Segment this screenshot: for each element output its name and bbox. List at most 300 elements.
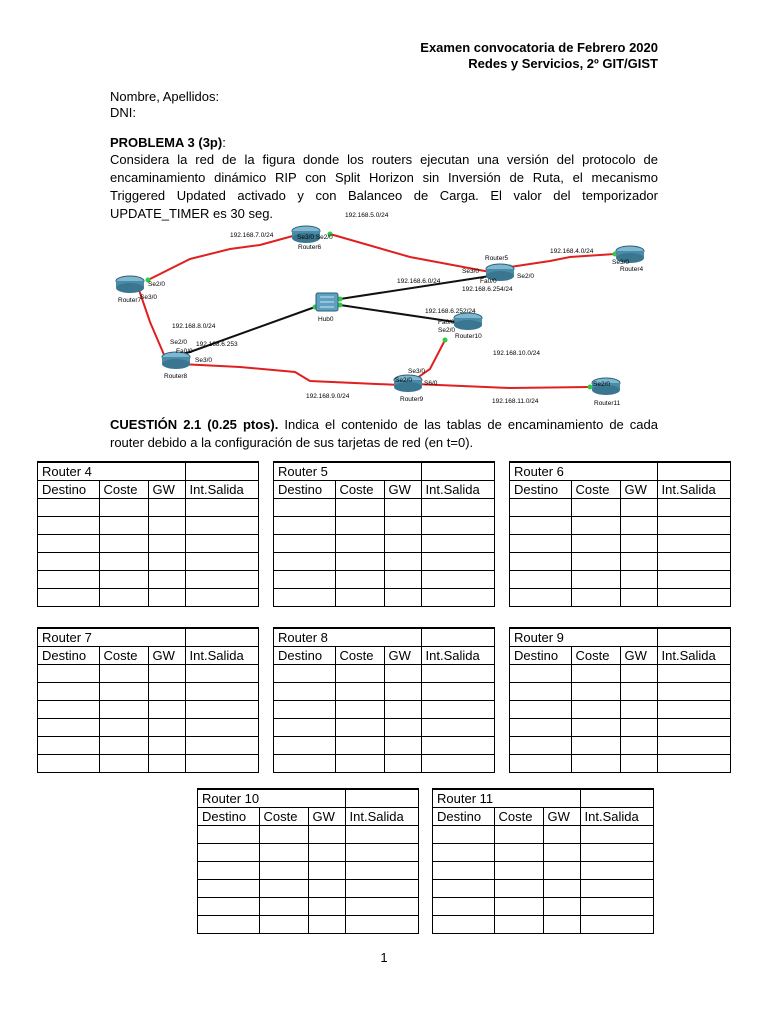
answer-cell[interactable] [657,517,730,535]
column-header: Int.Salida [421,647,494,665]
answer-cell[interactable] [510,755,571,773]
answer-cell[interactable] [308,880,345,898]
answer-cell[interactable] [421,553,494,571]
answer-cell[interactable] [433,862,494,880]
answer-cell[interactable] [657,499,730,517]
answer-cell[interactable] [620,737,657,755]
table-row [38,553,258,571]
table-row [510,719,730,737]
answer-cell[interactable] [657,701,730,719]
column-header: Coste [99,481,148,499]
table-row [433,916,653,934]
answer-cell[interactable] [148,719,185,737]
iface-label: Fa0/0 [480,278,497,285]
answer-cell[interactable] [38,553,99,571]
answer-cell[interactable] [274,499,335,517]
answer-cell[interactable] [335,517,384,535]
answer-cell[interactable] [620,553,657,571]
table-row [433,880,653,898]
iface-label: Se2/0 [170,339,187,346]
column-header: Int.Salida [657,481,730,499]
answer-cell[interactable] [384,737,421,755]
answer-cell[interactable] [571,499,620,517]
answer-cell[interactable] [274,553,335,571]
problem-title-suffix: : [222,135,226,150]
answer-cell[interactable] [433,826,494,844]
node-label-router5: Router5 [485,255,509,262]
answer-cell[interactable] [38,755,99,773]
network-diagram [110,207,658,412]
answer-cell[interactable] [99,553,148,571]
answer-cell[interactable] [99,589,148,607]
answer-cell[interactable] [433,880,494,898]
table-row [274,535,494,553]
answer-cell[interactable] [620,755,657,773]
answer-cell[interactable] [99,665,148,683]
answer-cell[interactable] [38,737,99,755]
answer-cell[interactable] [571,665,620,683]
answer-cell[interactable] [510,535,571,553]
column-header: Coste [335,481,384,499]
answer-cell[interactable] [384,755,421,773]
answer-cell[interactable] [620,719,657,737]
answer-cell[interactable] [198,844,259,862]
answer-cell[interactable] [148,683,185,701]
answer-cell[interactable] [38,683,99,701]
iface-label: Se2/0 [517,273,534,280]
answer-cell[interactable] [185,665,258,683]
answer-cell[interactable] [198,880,259,898]
answer-cell[interactable] [148,665,185,683]
answer-cell[interactable] [620,499,657,517]
answer-cell[interactable] [148,517,185,535]
answer-cell[interactable] [335,499,384,517]
node-label-router11: Router11 [594,400,621,407]
net-label: 192.168.7.0/24 [230,232,274,239]
answer-cell[interactable] [198,826,259,844]
answer-cell[interactable] [571,737,620,755]
answer-cell[interactable] [148,535,185,553]
answer-cell[interactable] [99,701,148,719]
column-header: Coste [99,647,148,665]
answer-cell[interactable] [99,499,148,517]
answer-cell[interactable] [274,719,335,737]
answer-cell[interactable] [345,826,418,844]
answer-cell[interactable] [494,880,543,898]
table-row [510,571,730,589]
answer-cell[interactable] [274,683,335,701]
answer-cell[interactable] [185,535,258,553]
table-title: Router 8 [274,629,421,647]
answer-cell[interactable] [421,665,494,683]
answer-cell[interactable] [259,844,308,862]
problem-title [110,135,226,150]
answer-cell[interactable] [580,826,653,844]
hub0-icon [316,293,338,311]
table-row [198,826,418,844]
net-label: 192.168.11.0/24 [492,398,539,405]
table-cell [657,463,730,481]
answer-cell[interactable] [510,589,571,607]
answer-cell[interactable] [148,499,185,517]
table-row [198,862,418,880]
answer-cell[interactable] [421,499,494,517]
answer-cell[interactable] [345,862,418,880]
exam-title: Examen convocatoria de Febrero 2020 [420,40,658,55]
answer-cell[interactable] [308,826,345,844]
table-row [510,553,730,571]
answer-cell[interactable] [543,826,580,844]
table-row [198,880,418,898]
answer-cell[interactable] [335,571,384,589]
table-row [274,737,494,755]
iface-label: Se3/0 [195,357,212,364]
answer-cell[interactable] [345,880,418,898]
answer-cell[interactable] [335,589,384,607]
answer-cell[interactable] [148,755,185,773]
routing-table-router8 [273,627,495,773]
answer-cell[interactable] [185,683,258,701]
answer-cell[interactable] [308,898,345,916]
table-row [274,571,494,589]
answer-cell[interactable] [384,499,421,517]
answer-cell[interactable] [494,916,543,934]
answer-cell[interactable] [657,683,730,701]
column-header: GW [543,808,580,826]
answer-cell[interactable] [38,571,99,589]
table-title: Router 4 [38,463,185,481]
answer-cell[interactable] [571,701,620,719]
column-header: Destino [38,481,99,499]
answer-cell[interactable] [571,571,620,589]
table-cell [345,790,418,808]
answer-cell[interactable] [494,844,543,862]
answer-cell[interactable] [99,517,148,535]
answer-cell[interactable] [510,517,571,535]
answer-cell[interactable] [620,665,657,683]
table-row [274,589,494,607]
answer-cell[interactable] [274,589,335,607]
answer-cell[interactable] [421,701,494,719]
problem-title-text: PROBLEMA 3 (3p) [110,135,223,150]
answer-cell[interactable] [657,737,730,755]
table-row [510,683,730,701]
answer-cell[interactable] [38,701,99,719]
table-row [38,517,258,535]
table-cell [185,463,258,481]
routing-table-router6 [509,461,731,607]
answer-cell[interactable] [494,826,543,844]
answer-cell[interactable] [308,862,345,880]
link-r5-r4 [510,254,615,267]
answer-cell[interactable] [421,535,494,553]
answer-cell[interactable] [185,499,258,517]
answer-cell[interactable] [657,719,730,737]
answer-cell[interactable] [510,499,571,517]
answer-cell[interactable] [99,571,148,589]
link-r6-r5 [330,234,490,272]
answer-cell[interactable] [185,517,258,535]
table-title: Router 5 [274,463,421,481]
answer-cell[interactable] [274,737,335,755]
answer-cell[interactable] [38,499,99,517]
iface-label: S6/0 [424,380,438,387]
column-header: GW [148,647,185,665]
iface-label: Se2/0 [148,281,165,288]
net-label: 192.168.6.252/24 [425,308,476,315]
answer-cell[interactable] [384,517,421,535]
answer-cell[interactable] [421,755,494,773]
table-row [38,701,258,719]
table-row [274,553,494,571]
answer-cell[interactable] [198,862,259,880]
table-row [38,589,258,607]
answer-cell[interactable] [99,755,148,773]
answer-cell[interactable] [657,665,730,683]
answer-cell[interactable] [543,916,580,934]
column-header: Int.Salida [185,481,258,499]
router7-icon [116,276,144,293]
answer-cell[interactable] [384,571,421,589]
answer-cell[interactable] [259,898,308,916]
answer-cell[interactable] [335,683,384,701]
answer-cell[interactable] [620,701,657,719]
course-subtitle: Redes y Servicios, 2º GIT/GIST [468,56,658,71]
answer-cell[interactable] [510,665,571,683]
answer-cell[interactable] [384,701,421,719]
answer-cell[interactable] [384,553,421,571]
answer-cell[interactable] [308,844,345,862]
answer-cell[interactable] [274,755,335,773]
answer-cell[interactable] [384,683,421,701]
table-row [38,719,258,737]
answer-cell[interactable] [384,665,421,683]
answer-cell[interactable] [657,553,730,571]
column-header: Int.Salida [421,481,494,499]
net-label: 192.168.6.253 [196,341,238,348]
table-row [510,701,730,719]
routing-table-router7 [37,627,259,773]
answer-cell[interactable] [38,517,99,535]
answer-cell[interactable] [99,719,148,737]
column-header: GW [384,647,421,665]
column-header: GW [148,481,185,499]
table-cell [421,629,494,647]
answer-cell[interactable] [421,683,494,701]
router10-icon [454,313,482,330]
answer-cell[interactable] [185,589,258,607]
answer-cell[interactable] [274,571,335,589]
column-header: GW [308,808,345,826]
answer-cell[interactable] [335,553,384,571]
answer-cell[interactable] [510,571,571,589]
answer-cell[interactable] [433,916,494,934]
answer-cell[interactable] [99,683,148,701]
answer-cell[interactable] [259,862,308,880]
routing-table-router4 [37,461,259,607]
answer-cell[interactable] [384,719,421,737]
answer-cell[interactable] [571,589,620,607]
column-header: GW [384,481,421,499]
column-header: Int.Salida [345,808,418,826]
answer-cell[interactable] [274,535,335,553]
answer-cell[interactable] [510,737,571,755]
answer-cell[interactable] [510,683,571,701]
answer-cell[interactable] [274,665,335,683]
answer-cell[interactable] [99,737,148,755]
net-label: 192.168.6.0/24 [397,278,441,285]
table-title: Router 10 [198,790,345,808]
answer-cell[interactable] [421,737,494,755]
answer-cell[interactable] [421,589,494,607]
answer-cell[interactable] [510,719,571,737]
answer-cell[interactable] [580,916,653,934]
answer-cell[interactable] [571,683,620,701]
answer-cell[interactable] [421,719,494,737]
net-label: 192.168.10.0/24 [493,350,540,357]
answer-cell[interactable] [384,535,421,553]
answer-cell[interactable] [571,553,620,571]
table-row [38,571,258,589]
answer-cell[interactable] [580,862,653,880]
answer-cell[interactable] [148,571,185,589]
table-row [38,683,258,701]
answer-cell[interactable] [620,535,657,553]
answer-cell[interactable] [185,571,258,589]
answer-cell[interactable] [38,535,99,553]
answer-cell[interactable] [571,755,620,773]
answer-cell[interactable] [335,535,384,553]
answer-cell[interactable] [335,737,384,755]
column-header: Int.Salida [580,808,653,826]
answer-cell[interactable] [274,517,335,535]
table-title: Router 9 [510,629,657,647]
answer-cell[interactable] [38,665,99,683]
table-row [510,737,730,755]
iface-label: Fa0/0 [438,319,455,326]
answer-cell[interactable] [571,535,620,553]
answer-cell[interactable] [308,916,345,934]
answer-cell[interactable] [148,737,185,755]
answer-cell[interactable] [345,844,418,862]
answer-cell[interactable] [259,880,308,898]
column-header: Int.Salida [185,647,258,665]
answer-cell[interactable] [99,535,148,553]
routing-table-router9 [509,627,731,773]
column-header: Destino [198,808,259,826]
answer-cell[interactable] [335,719,384,737]
answer-cell[interactable] [620,571,657,589]
answer-cell[interactable] [543,898,580,916]
iface-label: Fa0/0 [176,348,193,355]
answer-cell[interactable] [657,589,730,607]
answer-cell[interactable] [494,862,543,880]
answer-cell[interactable] [657,571,730,589]
table-row [38,755,258,773]
table-row [510,499,730,517]
answer-cell[interactable] [185,737,258,755]
answer-cell[interactable] [543,844,580,862]
answer-cell[interactable] [274,701,335,719]
answer-cell[interactable] [571,517,620,535]
answer-cell[interactable] [433,898,494,916]
dni-label: DNI: [110,105,136,120]
answer-cell[interactable] [510,553,571,571]
answer-cell[interactable] [384,589,421,607]
node-label-router10: Router10 [455,333,482,340]
answer-cell[interactable] [345,898,418,916]
answer-cell[interactable] [657,535,730,553]
table-row [38,535,258,553]
answer-cell[interactable] [38,719,99,737]
answer-cell[interactable] [185,719,258,737]
answer-cell[interactable] [148,589,185,607]
answer-cell[interactable] [421,517,494,535]
column-header: GW [620,647,657,665]
answer-cell[interactable] [335,701,384,719]
answer-cell[interactable] [185,755,258,773]
answer-cell[interactable] [620,683,657,701]
column-header: GW [620,481,657,499]
answer-cell[interactable] [148,701,185,719]
answer-cell[interactable] [335,755,384,773]
column-header: Destino [510,481,571,499]
node-label-router4: Router4 [620,266,644,273]
answer-cell[interactable] [580,880,653,898]
answer-cell[interactable] [580,844,653,862]
answer-cell[interactable] [198,898,259,916]
iface-label: Se3/0 [408,368,425,375]
net-label: 192.168.6.254/24 [462,286,513,293]
answer-cell[interactable] [185,701,258,719]
answer-cell[interactable] [543,862,580,880]
net-label: 192.168.5.0/24 [345,212,389,219]
answer-cell[interactable] [198,916,259,934]
answer-cell[interactable] [494,898,543,916]
answer-cell[interactable] [259,826,308,844]
answer-cell[interactable] [620,517,657,535]
column-header: Destino [274,647,335,665]
table-row [198,844,418,862]
answer-cell[interactable] [148,553,185,571]
answer-cell[interactable] [259,916,308,934]
answer-cell[interactable] [571,719,620,737]
column-header: Coste [571,481,620,499]
answer-cell[interactable] [345,916,418,934]
answer-cell[interactable] [543,880,580,898]
answer-cell[interactable] [433,844,494,862]
answer-cell[interactable] [421,571,494,589]
answer-cell[interactable] [657,755,730,773]
column-header: Destino [510,647,571,665]
table-cell [657,629,730,647]
problem-statement: Considera la red de la figura donde los routers ejecutan una versión del protocolo de encaminamiento dinámico RIP con Split Horizon sin Inversión de Ruta, el mecanismo Triggered Updated activado y con Balanceo de Carga. El valor del temporizador UPDATE_TIMER es 30 seg. [110,152,658,221]
answer-cell[interactable] [510,701,571,719]
iface-label: Se2/0 [395,377,412,384]
table-row [433,826,653,844]
table-cell [185,629,258,647]
question-title: CUESTIÓN 2.1 (0.25 ptos). [110,417,279,432]
answer-cell[interactable] [620,589,657,607]
net-label: 192.168.4.0/24 [550,248,594,255]
answer-cell[interactable] [335,665,384,683]
answer-cell[interactable] [185,553,258,571]
answer-cell[interactable] [580,898,653,916]
answer-cell[interactable] [38,589,99,607]
iface-label: Se3/0 Se2/0 [297,234,333,241]
node-label-router6: Router6 [298,244,322,251]
node-label-hub0: Hub0 [318,316,334,323]
